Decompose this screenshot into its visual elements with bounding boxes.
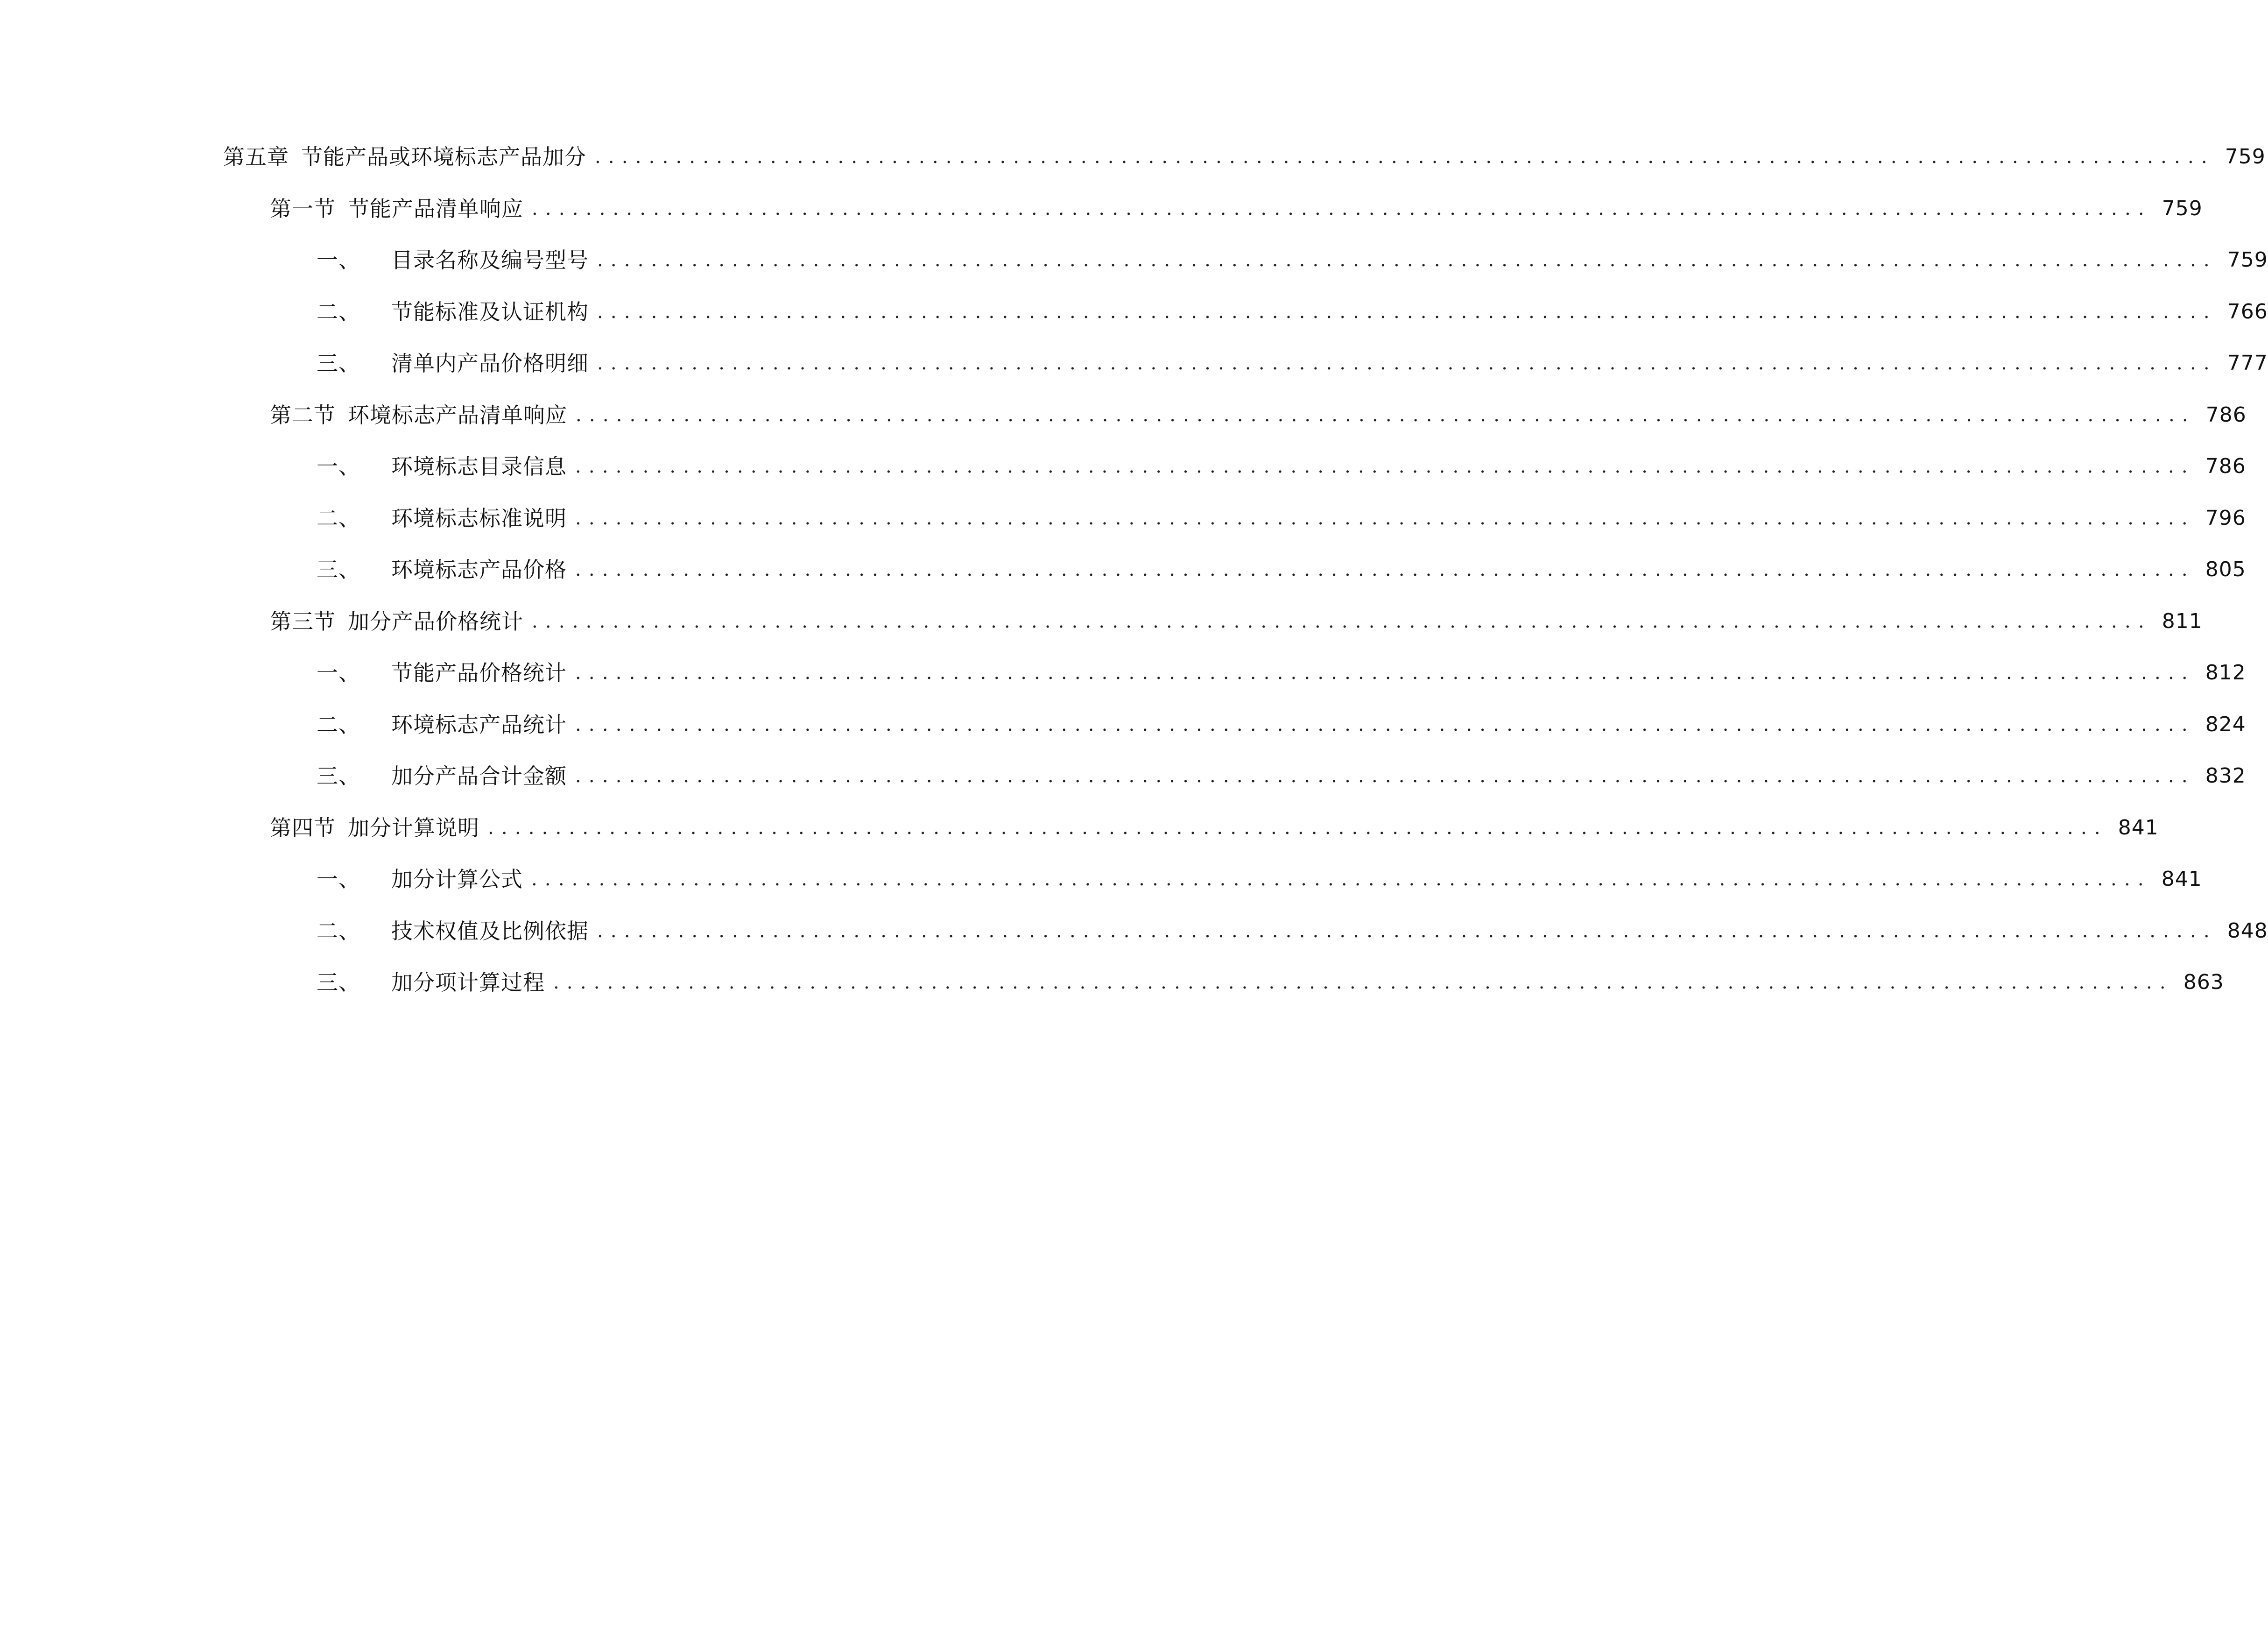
toc-entry-number: 一、	[317, 247, 360, 273]
toc-page-number: 777	[2227, 351, 2268, 375]
toc-entry-label	[317, 551, 567, 588]
toc-page-number: 832	[2205, 764, 2246, 788]
toc-entry[interactable]	[317, 912, 2268, 950]
toc-page-number: 811	[2162, 609, 2203, 633]
toc-entry-number: 第二节	[270, 402, 336, 428]
toc-entry-label	[317, 654, 567, 692]
toc-page-number: 796	[2205, 506, 2246, 530]
toc-dot-leader: ........................................................................................................................	[488, 817, 2108, 839]
toc-entry-title: 清单内产品价格明细	[391, 351, 589, 376]
toc-page-number: 841	[2118, 816, 2159, 840]
toc-entry-number: 二、	[317, 712, 360, 737]
toc-entry-number: 第一节	[270, 196, 336, 221]
toc-page-number: 766	[2227, 300, 2268, 324]
toc-entry-number: 三、	[317, 557, 360, 582]
toc-entry-title: 节能标准及认证机构	[391, 299, 589, 325]
toc-dot-leader: ........................................................................................................................	[575, 714, 2195, 735]
toc-page-number: 824	[2205, 713, 2246, 736]
toc-entry[interactable]	[270, 190, 2203, 227]
toc-entry-label	[317, 293, 589, 331]
toc-entry-title: 目录名称及编号型号	[391, 247, 589, 273]
toc-page-number: 812	[2205, 661, 2246, 685]
toc-dot-leader: ........................................................................................................................	[576, 404, 2196, 426]
toc-page-number: 759	[2225, 145, 2266, 169]
toc-entry-label	[270, 809, 479, 847]
toc-entry-title: 环境标志产品统计	[391, 712, 567, 737]
toc-entry-number: 第三节	[270, 609, 336, 634]
toc-entry-label	[317, 912, 589, 950]
toc-entry[interactable]	[317, 345, 2268, 382]
toc-page-number: 759	[2162, 197, 2203, 220]
toc-dot-leader: ........................................................................................................................	[575, 456, 2195, 477]
toc-entry-label	[317, 757, 567, 795]
toc-entry-number: 一、	[317, 660, 360, 685]
toc-entry-number: 第五章	[223, 144, 289, 169]
toc-dot-leader: ........................................................................................................................	[597, 249, 2217, 271]
toc-page-number: 841	[2161, 867, 2202, 891]
toc-entry-number: 一、	[317, 454, 360, 479]
toc-dot-leader: ........................................................................................................................	[575, 559, 2195, 580]
toc-entry-title: 技术权值及比例依据	[391, 918, 589, 944]
toc-dot-leader: ........................................................................................................................	[595, 146, 2215, 168]
toc-entry-number: 二、	[317, 506, 360, 531]
toc-entry-label	[317, 345, 589, 382]
toc-entry-number: 三、	[317, 763, 360, 789]
toc-entry-title: 节能产品价格统计	[391, 660, 567, 685]
toc-entry-label	[317, 706, 567, 743]
toc-entry[interactable]	[317, 448, 2246, 485]
toc-entry[interactable]	[317, 861, 2202, 898]
toc-entry-number: 一、	[317, 867, 360, 892]
toc-entry[interactable]	[270, 603, 2203, 640]
toc-entry-label	[270, 190, 523, 227]
toc-dot-leader: ........................................................................................................................	[575, 765, 2195, 787]
toc-entry[interactable]	[317, 757, 2246, 795]
toc-entry-label	[317, 241, 589, 279]
toc-entry-label	[317, 500, 567, 537]
toc-entry-number: 第四节	[270, 815, 336, 840]
toc-page-number: 863	[2183, 970, 2224, 994]
toc-entry[interactable]	[270, 809, 2159, 847]
toc-entry-title: 环境标志标准说明	[391, 506, 567, 531]
toc-entry[interactable]	[317, 241, 2268, 279]
toc-dot-leader: ........................................................................................................................	[575, 508, 2195, 529]
toc-entry-label	[270, 396, 567, 434]
toc-entry[interactable]	[317, 654, 2246, 692]
toc-dot-leader: ........................................................................................................................	[532, 198, 2152, 219]
toc-page-number: 759	[2227, 248, 2268, 272]
toc-entry-title: 节能产品或环境标志产品加分	[301, 144, 586, 169]
toc-page-number: 848	[2227, 919, 2268, 943]
toc-entry[interactable]	[317, 293, 2268, 331]
toc-dot-leader: ........................................................................................................................	[597, 301, 2217, 323]
toc-entry[interactable]	[223, 138, 2266, 176]
toc-entry-label	[317, 964, 545, 1001]
toc-entry-label	[270, 603, 523, 640]
toc-entry[interactable]	[317, 500, 2246, 537]
toc-dot-leader: ........................................................................................................................	[553, 972, 2173, 993]
toc-entry-number: 三、	[317, 351, 360, 376]
toc-entry-title: 加分计算公式	[391, 867, 523, 892]
toc-entry[interactable]	[270, 396, 2247, 434]
toc-entry-title: 加分产品合计金额	[391, 763, 567, 789]
toc-entry-title: 环境标志产品价格	[391, 557, 567, 582]
toc-entry[interactable]	[317, 706, 2246, 743]
toc-dot-leader: ........................................................................................................................	[575, 662, 2195, 684]
toc-page-number: 786	[2205, 454, 2246, 478]
toc-dot-leader: ........................................................................................................................	[597, 353, 2217, 374]
toc-entry-title: 加分项计算过程	[391, 970, 545, 995]
toc-entry-title: 加分产品价格统计	[348, 609, 523, 634]
toc-entry-number: 三、	[317, 970, 360, 995]
toc-dot-leader: ........................................................................................................................	[531, 868, 2151, 890]
toc-dot-leader: ........................................................................................................................	[532, 611, 2152, 632]
toc-entry[interactable]	[317, 551, 2246, 588]
toc-entry-label	[317, 448, 567, 485]
toc-entry-label	[223, 138, 586, 176]
toc-entry-title: 环境标志产品清单响应	[348, 402, 567, 428]
toc-page-number: 805	[2205, 558, 2246, 581]
toc-entry-title: 节能产品清单响应	[348, 196, 523, 221]
toc-entry-title: 环境标志目录信息	[391, 454, 567, 479]
toc-entry-label	[317, 861, 523, 898]
toc-page-number: 786	[2205, 403, 2247, 427]
toc-dot-leader: ........................................................................................................................	[597, 920, 2217, 942]
toc-entry-number: 二、	[317, 299, 360, 325]
toc-entry[interactable]	[317, 964, 2224, 1001]
toc-entry-title: 加分计算说明	[348, 815, 479, 840]
toc-entry-number: 二、	[317, 918, 360, 944]
